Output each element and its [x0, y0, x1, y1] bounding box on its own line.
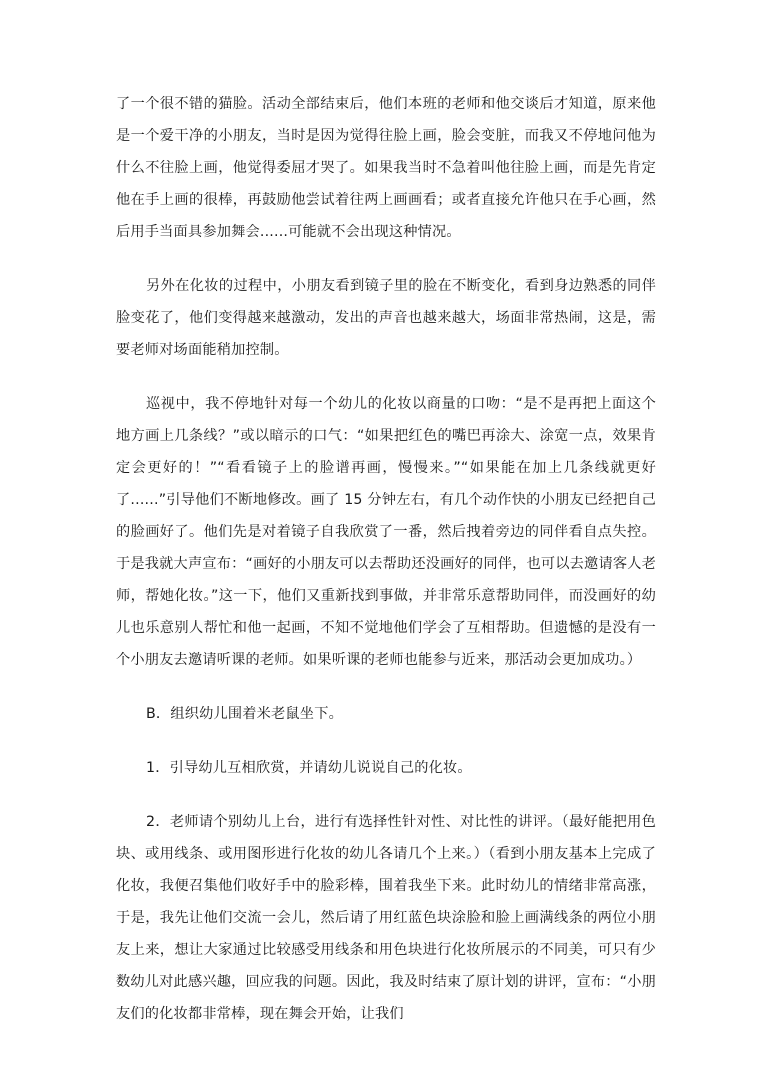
paragraph-gap — [116, 248, 656, 270]
paragraph-classroom-control: 另外在化妆的过程中，小朋友看到镜子里的脸在不断变化，看到身边熟悉的同伴脸变花了，他们变得越来越激动，发出的声音也越来越大，场面非常热闹，这是，需要老师对场面能稍加控制。 — [116, 278, 656, 358]
paragraph-continuation: 了一个很不错的猫脸。活动全部结束后，他们本班的老师和他交谈后才知道，原来他是一个爱干净的小朋友，当时是因为觉得往脸上画，脸会变脏，而我又不停地问他为什么不往脸上画，他觉得委屈才哭了。如果我当时不急着叫他往脸上画，而是先肯定他在手上画的很棒，再鼓励他尝试着往两上画画看；或者直接允许他只在手心画，然后用手当面具参加舞会......可能就不会出现这种情况。 — [116, 96, 656, 240]
paragraph-gap — [116, 366, 656, 388]
paragraph-patrol-guidance: 巡视中，我不停地针对每一个幼儿的化妆以商量的口吻：“是不是再把上面这个地方画上几条线？”或以暗示的口气：“如果把红色的嘴巴再涂大、涂宽一点，效果肯定会更好的！”“看看镜子上的脸谱再画，慢慢来。”“如果能在加上几条线就更好了......”引导他们不断地修改。画了 15 分钟左右，有几个动作快的小朋友已经把自己的脸画好了。他们先是对着镜子自我欣赏了一番，然后拽着旁边的同伴看自点失控。于是我就大声宣布：“画好的小朋友可以去帮助还没画好的同伴，也可以去邀请客人老师，帮她化妆。”这一下，他们又重新找到事做，并非常乐意帮助同伴，而没画好的幼儿也乐意别人帮忙和他一起画，不知不觉地他们学会了互相帮助。但遗憾的是没有一个小朋友去邀请听课的老师。如果听课的老师也能参与近来，那活动会更加成功。） — [116, 396, 656, 668]
step-1-item: 1．引导幼儿互相欣赏，并请幼儿说说自己的化妆。 — [146, 760, 472, 776]
paragraph-gap — [116, 676, 656, 698]
step-2-item: 2．老师请个别幼儿上台，进行有选择性针对性、对比性的讲评。（最好能把用色块、或用线条、或用图形进行化妆的幼儿各请几个上来。）（看到小朋友基本上完成了化妆，我便召集他们收好手中的脸彩棒，围着我坐下来。此时幼儿的情绪非常高涨，于是，我先让他们交流一会儿，然后请了用红蓝色块涂脸和脸上画满线条的两位小朋友上来，想让大家通过比较感受用线条和用色块进行化妆所展示的不同美，可只有少数幼儿对此感兴趣，回应我的问题。因此，我及时结束了原计划的讲评，宣布：“小朋友们的化妆都非常棒，现在舞会开始，让我们 — [116, 814, 656, 1022]
paragraph-gap — [116, 784, 656, 806]
paragraph-gap — [116, 730, 656, 752]
step-b-heading: B．组织幼儿围着米老鼠坐下。 — [146, 706, 343, 722]
